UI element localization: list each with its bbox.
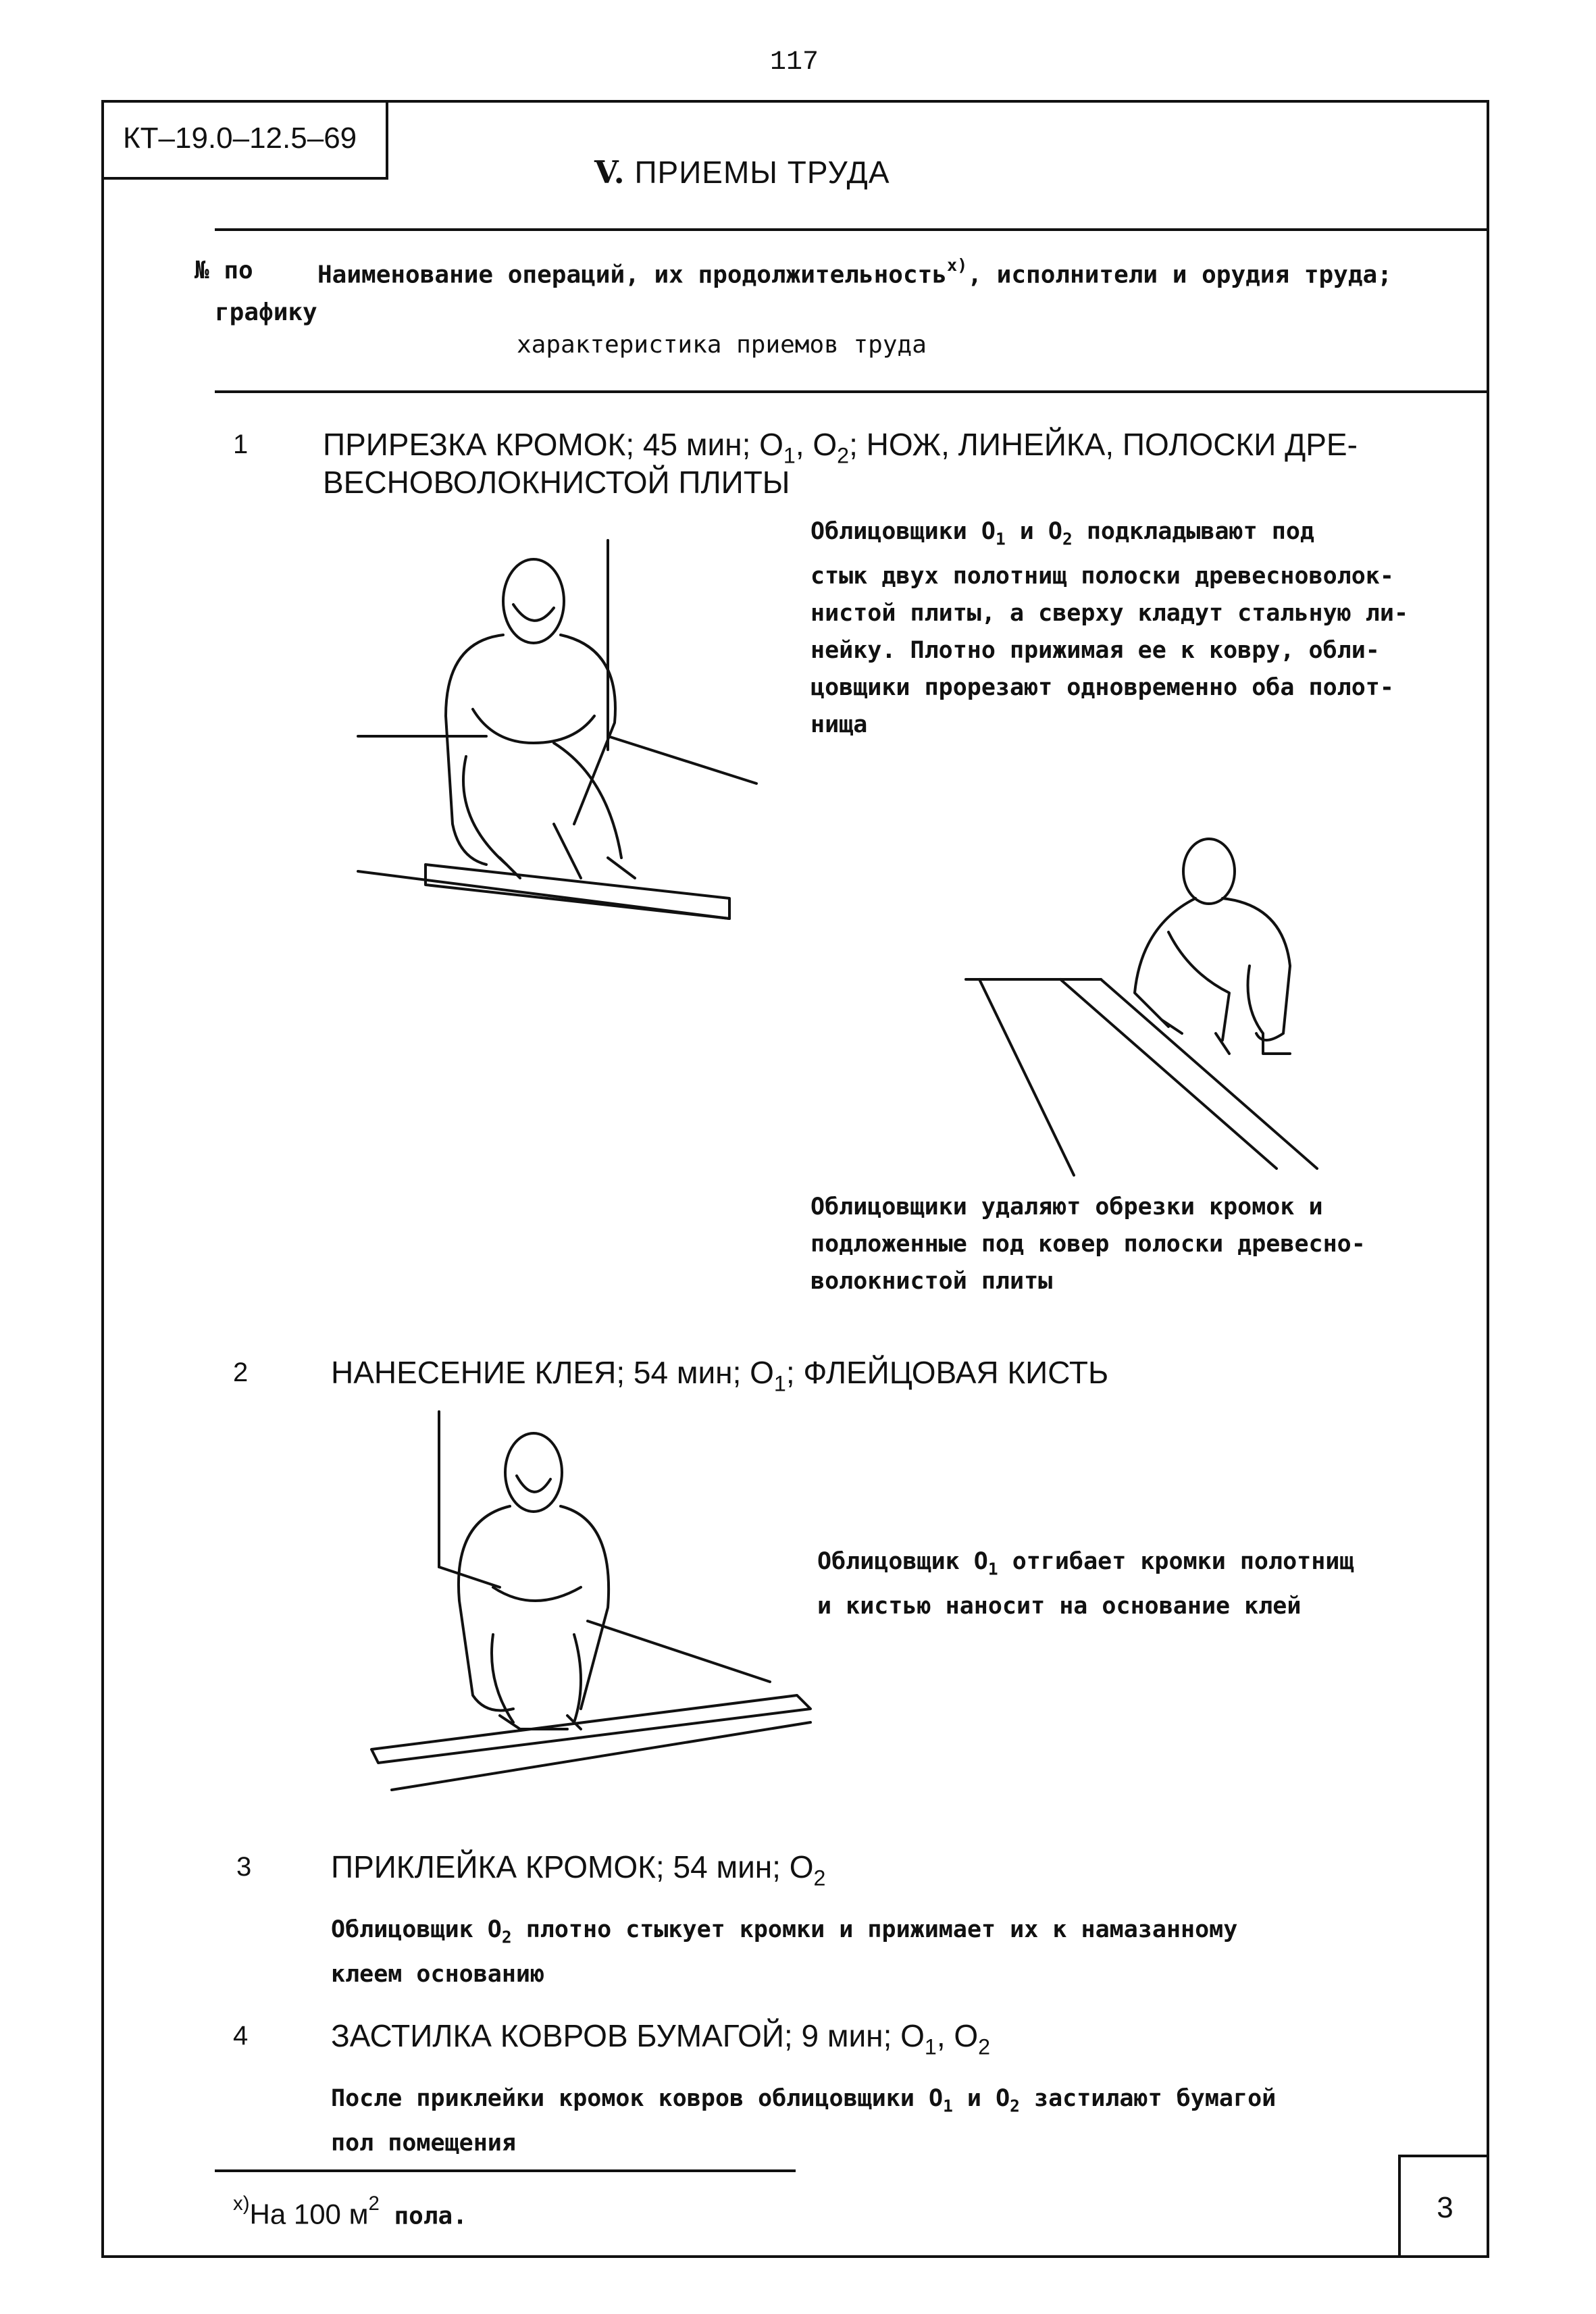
op3-desc-line2: клеем основанию bbox=[331, 1960, 545, 1988]
op1-desc1 bbox=[810, 513, 1486, 744]
op4-title bbox=[331, 2017, 990, 2065]
op1-desc1-line: нейку. Плотно прижимая ее к ковру, обли- bbox=[810, 636, 1380, 664]
op2-desc bbox=[817, 1543, 1486, 1625]
op4-desc-b: и О bbox=[952, 2085, 1010, 2112]
op4-sub2: 2 bbox=[978, 2034, 991, 2059]
op2-title-a: НАНЕСЕНИЕ КЛЕЯ; 54 мин; О bbox=[331, 1355, 774, 1390]
header-col1-line2: графику bbox=[215, 299, 317, 326]
page-number: 3 bbox=[1398, 2155, 1489, 2258]
op1-desc1-line1 bbox=[810, 513, 1486, 558]
op2-sub1: 1 bbox=[773, 1371, 786, 1396]
footnote-mark: x) bbox=[233, 2192, 250, 2215]
footnote-a: На 100 м bbox=[249, 2198, 369, 2230]
header-rule-top bbox=[215, 228, 1488, 231]
illustration-applying-glue bbox=[365, 1412, 824, 1790]
op1-desc1-b: и О bbox=[1005, 518, 1062, 545]
header-col2-line2: характеристика приемов труда bbox=[517, 331, 927, 359]
doc-code: КТ–19.0–12.5–69 bbox=[101, 100, 388, 180]
op3-title bbox=[331, 1848, 825, 1897]
section-title-text: ПРИЕМЫ ТРУДА bbox=[634, 155, 890, 190]
op3-desc-sub1: 2 bbox=[501, 1927, 512, 1947]
op4-desc-a: После приклейки кромок ковров облицовщики О bbox=[331, 2085, 944, 2112]
op4-desc-c: застилают бумагой bbox=[1019, 2085, 1277, 2112]
op1-sub2: 2 bbox=[837, 443, 850, 468]
page-top-mark: 117 bbox=[770, 47, 819, 78]
op1-desc1-c: подкладывают под bbox=[1072, 518, 1314, 545]
op1-desc2 bbox=[810, 1189, 1486, 1300]
op1-title-c: ; НОЖ, ЛИНЕЙКА, ПОЛОСКИ ДРЕ- bbox=[849, 427, 1358, 462]
op1-desc1-line: стык двух полотнищ полоски древесноволок- bbox=[810, 562, 1394, 590]
op4-desc-sub2: 2 bbox=[1010, 2096, 1020, 2116]
op1-sub1: 1 bbox=[783, 443, 796, 468]
op1-desc2-line: подложенные под ковер полоски древесно- bbox=[810, 1231, 1366, 1258]
op3-desc bbox=[331, 1911, 1479, 1993]
op1-number: 1 bbox=[233, 430, 249, 459]
header-col1-line1: № по bbox=[195, 257, 253, 284]
op2-desc-a: Облицовщик О bbox=[817, 1548, 988, 1575]
op2-title bbox=[331, 1354, 1108, 1402]
footnote-sup: 2 bbox=[368, 2192, 380, 2215]
header-footnote-mark: x) bbox=[946, 255, 968, 275]
op4-desc bbox=[331, 2080, 1479, 2162]
op1-desc1-sub1: 1 bbox=[995, 529, 1006, 549]
op2-title-b: ; ФЛЕЙЦОВАЯ КИСТЬ bbox=[786, 1355, 1109, 1390]
op1-desc2-line: волокнистой плиты bbox=[810, 1268, 1053, 1295]
header-rule-bottom bbox=[215, 390, 1488, 393]
footnote-rule bbox=[215, 2169, 796, 2172]
op3-desc-line1 bbox=[331, 1911, 1479, 1956]
op3-desc-a: Облицовщик О bbox=[331, 1916, 502, 1943]
header-col2-text: Наименование операций, их продолжительность bbox=[317, 261, 947, 289]
op1-desc1-a: Облицовщики О bbox=[810, 518, 996, 545]
op1-desc1-line: цовщики прорезают одновременно оба полот- bbox=[810, 673, 1394, 701]
op2-desc-line2: и кистью наносит на основание клей bbox=[817, 1592, 1302, 1620]
illustration-removing-strips bbox=[966, 831, 1344, 1182]
footnote bbox=[233, 2192, 467, 2231]
op4-sub1: 1 bbox=[924, 2034, 937, 2059]
op2-desc-sub1: 1 bbox=[987, 1559, 998, 1579]
op2-desc-line1 bbox=[817, 1543, 1486, 1588]
op3-desc-b: плотно стыкует кромки и прижимает их к намазанному bbox=[511, 1916, 1238, 1943]
op1-desc1-line: нистой плиты, а сверху кладут стальную ли- bbox=[810, 599, 1409, 627]
op3-sub1: 2 bbox=[813, 1866, 826, 1891]
illustration-cutting-with-ruler bbox=[351, 540, 770, 946]
op2-desc-b: отгибает кромки полотнищ bbox=[998, 1548, 1354, 1575]
header-col2-line1 bbox=[317, 255, 1392, 289]
op4-title-b: , О bbox=[936, 2018, 979, 2053]
op4-desc-line1 bbox=[331, 2080, 1479, 2125]
op1-title-line2: ВЕСНОВОЛОКНИСТОЙ ПЛИТЫ bbox=[323, 465, 790, 500]
op3-title-a: ПРИКЛЕЙКА КРОМОК; 54 мин; О bbox=[331, 1849, 814, 1884]
op1-desc2-line: Облицовщики удаляют обрезки кромок и bbox=[810, 1193, 1323, 1220]
op4-title-a: ЗАСТИЛКА КОВРОВ БУМАГОЙ; 9 мин; О bbox=[331, 2018, 925, 2053]
op1-title-a: ПРИРЕЗКА КРОМОК; 45 мин; О bbox=[323, 427, 783, 462]
op4-desc-line2: пол помещения bbox=[331, 2129, 516, 2157]
op3-number: 3 bbox=[236, 1852, 252, 1882]
footnote-b: пола. bbox=[379, 2202, 467, 2230]
op1-title-b: , О bbox=[795, 427, 838, 462]
section-number: V. bbox=[594, 154, 625, 190]
op1-desc1-sub2: 2 bbox=[1062, 529, 1073, 549]
op4-number: 4 bbox=[233, 2021, 249, 2051]
op2-number: 2 bbox=[233, 1358, 249, 1387]
section-title bbox=[594, 154, 890, 190]
header-col2-tail: , исполнители и орудия труда; bbox=[967, 261, 1392, 289]
op1-desc1-line: нища bbox=[810, 711, 868, 738]
op4-desc-sub1: 1 bbox=[943, 2096, 953, 2116]
